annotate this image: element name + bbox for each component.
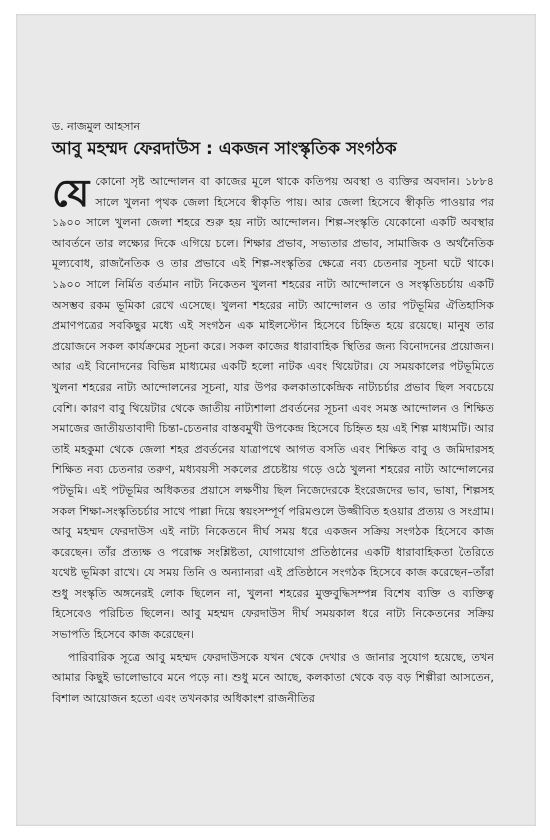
paragraph-2: পারিবারিক সূত্রে আবু মহম্মদ ফেরদাউসকে যখন থেকে দেখার ও জানার সুযোগ হয়েছে, তখন আমার কিছুই ভালোভাবে মনে পড়ে না। শুধু মনে আছে, কলকাতা থেকে বড় বড় শিল্পীরা আসতেন, বিশাল আয়োজন হতো এবং তখনকার অধিকাংশ রাজনীতির <box>52 650 494 705</box>
article <box>52 120 494 709</box>
book-page <box>16 14 536 826</box>
author-name: ড. নাজমুল আহসান <box>52 120 141 133</box>
article-title: আবু মহম্মদ ফেরদাউস : একজন সাংস্কৃতিক সংগঠক <box>52 139 397 159</box>
paragraph-1-text: কোনো সৃষ্ট আন্দোলন বা কাজের মূলে থাকে কতিপয় অবস্থা ও ব্যক্তির অবদান। ১৮৮৪ সালে খুলনা পৃথক জেলা হিসেবে স্বীকৃতি পায়। আর জেলা হিসেবে স্বীকৃতি পাওয়ার পর ১৯০০ সালে খুলনা জেলা শহরে শুরু হয় নাট্য আন্দোলন। শিল্প-সংস্কৃতি যেকোনো একটি অবস্থার আবর্তনে তার লক্ষ্যের দিকে এগিয়ে চলে। শিক্ষার প্রভাব, সভ্যতার প্রভাব, সামাজিক ও অর্থনৈতিক মূল্যবোধ, রাজনৈতিক ও তার প্রভাবে এই শিল্প-সংস্কৃতির ক্ষেত্রে নব্য চেতনার সূচনা ঘটে থাকে। ১৯০০ সালে নির্মিত বর্তমান নাট্য নিকেতন খুলনা শহরের নাট্য আন্দোলনে ও সংস্কৃতিচর্চায় একটি অসম্ভব রকম ভূমিকা রেখে এসেছে। খুলনা শহরের নাট্য আন্দোলন ও তার পটভূমির ঐতিহাসিক প্রমাণপত্রের সবকিছুর মধ্যে এই সংগঠন এক মাইলস্টোন হিসেবে চিহ্নিত হয়ে রয়েছে। মানুষ তার প্রয়োজনে সকল কার্যক্রমের সূচনা করে। সকল কাজের ধারাবাহিক স্থিতির জন্য বিনোদনের প্রয়োজন। আর এই বিনোদনের বিভিন্ন মাধ্যমের একটি হলো নাটক এবং থিয়েটার। যে সময়কালের পটভূমিতে খুলনা শহরের নাট্য আন্দোলনের সূচনা, যার উপর কলকাতাকেন্দ্রিক নাট্যচর্চার প্রভাব ছিল সবচেয়ে বেশি। কারণ বাবু থিয়েটার থেকে জাতীয় নাট্যশালা প্রবর্তনের সূচনা এবং সমস্ত আন্দোলন ও শিক্ষিত সমাজের জাতীয়তাবাদী চিন্তা-চেতনার বাস্তবমুখী উপকেন্দ্র হিসেবে চিহ্নিত হয় এই শিল্প মাধ্যমটি। আর তাই মহকুমা থেকে জেলা শহর প্রবর্তনের যাত্রাপথে আগত বসতি এবং শিক্ষিত বাবু ও জমিদারসহ শিক্ষিত নব্য চেতনার তরুণ, মধ্যবয়সী সকলের প্রচেষ্টায় গড়ে ওঠে খুলনা শহরের নাট্য আন্দোলনের পটভূমি। এই পটভূমির অধিকতর প্রয়াসে লক্ষণীয় ছিল নিজেদেরকে ইংরেজদের ভাব, ভাষা, শিল্পসহ সকল শিক্ষা-সংস্কৃতিচর্চার সাথে পাল্লা দিয়ে স্বয়ংসম্পূর্ণ পরিমণ্ডলে উজ্জীবিত হওয়ার প্রত্যয় ও সংগ্রাম। আবু মহম্মদ ফেরদাউস এই নাট্য নিকেতনে দীর্ঘ সময় ধরে একজন সক্রিয় সংগঠক হিসেবে কাজ করেছেন। তাঁর প্রত্যক্ষ ও পরোক্ষ সংশ্লিষ্টতা, যোগাযোগ প্রতিষ্ঠানের একটি ধারাবাহিকতা তৈরিতে যথেষ্ট ভূমিকা রাখে। যে সময় তিনি ও অন্যান্যরা এই প্রতিষ্ঠানে সংগঠক হিসেবে কাজ করেছেন–তাঁরা শুধু সংস্কৃতি অঙ্গনেরই লোক ছিলেন না, খুলনা শহরের মুক্তবুদ্ধিসম্পন্ন বিশেষ ব্যক্তি ও ব্যক্তিত্ব হিসেবেও পরিচিত ছিলেন। আবু মহম্মদ ফেরদাউস দীর্ঘ সময়কাল ধরে নাট্য নিকেতনের সক্রিয় সভাপতি হিসেবে কাজ করেছেন। <box>52 175 495 642</box>
drop-cap: যে <box>52 171 90 215</box>
paragraph-1 <box>52 172 494 646</box>
